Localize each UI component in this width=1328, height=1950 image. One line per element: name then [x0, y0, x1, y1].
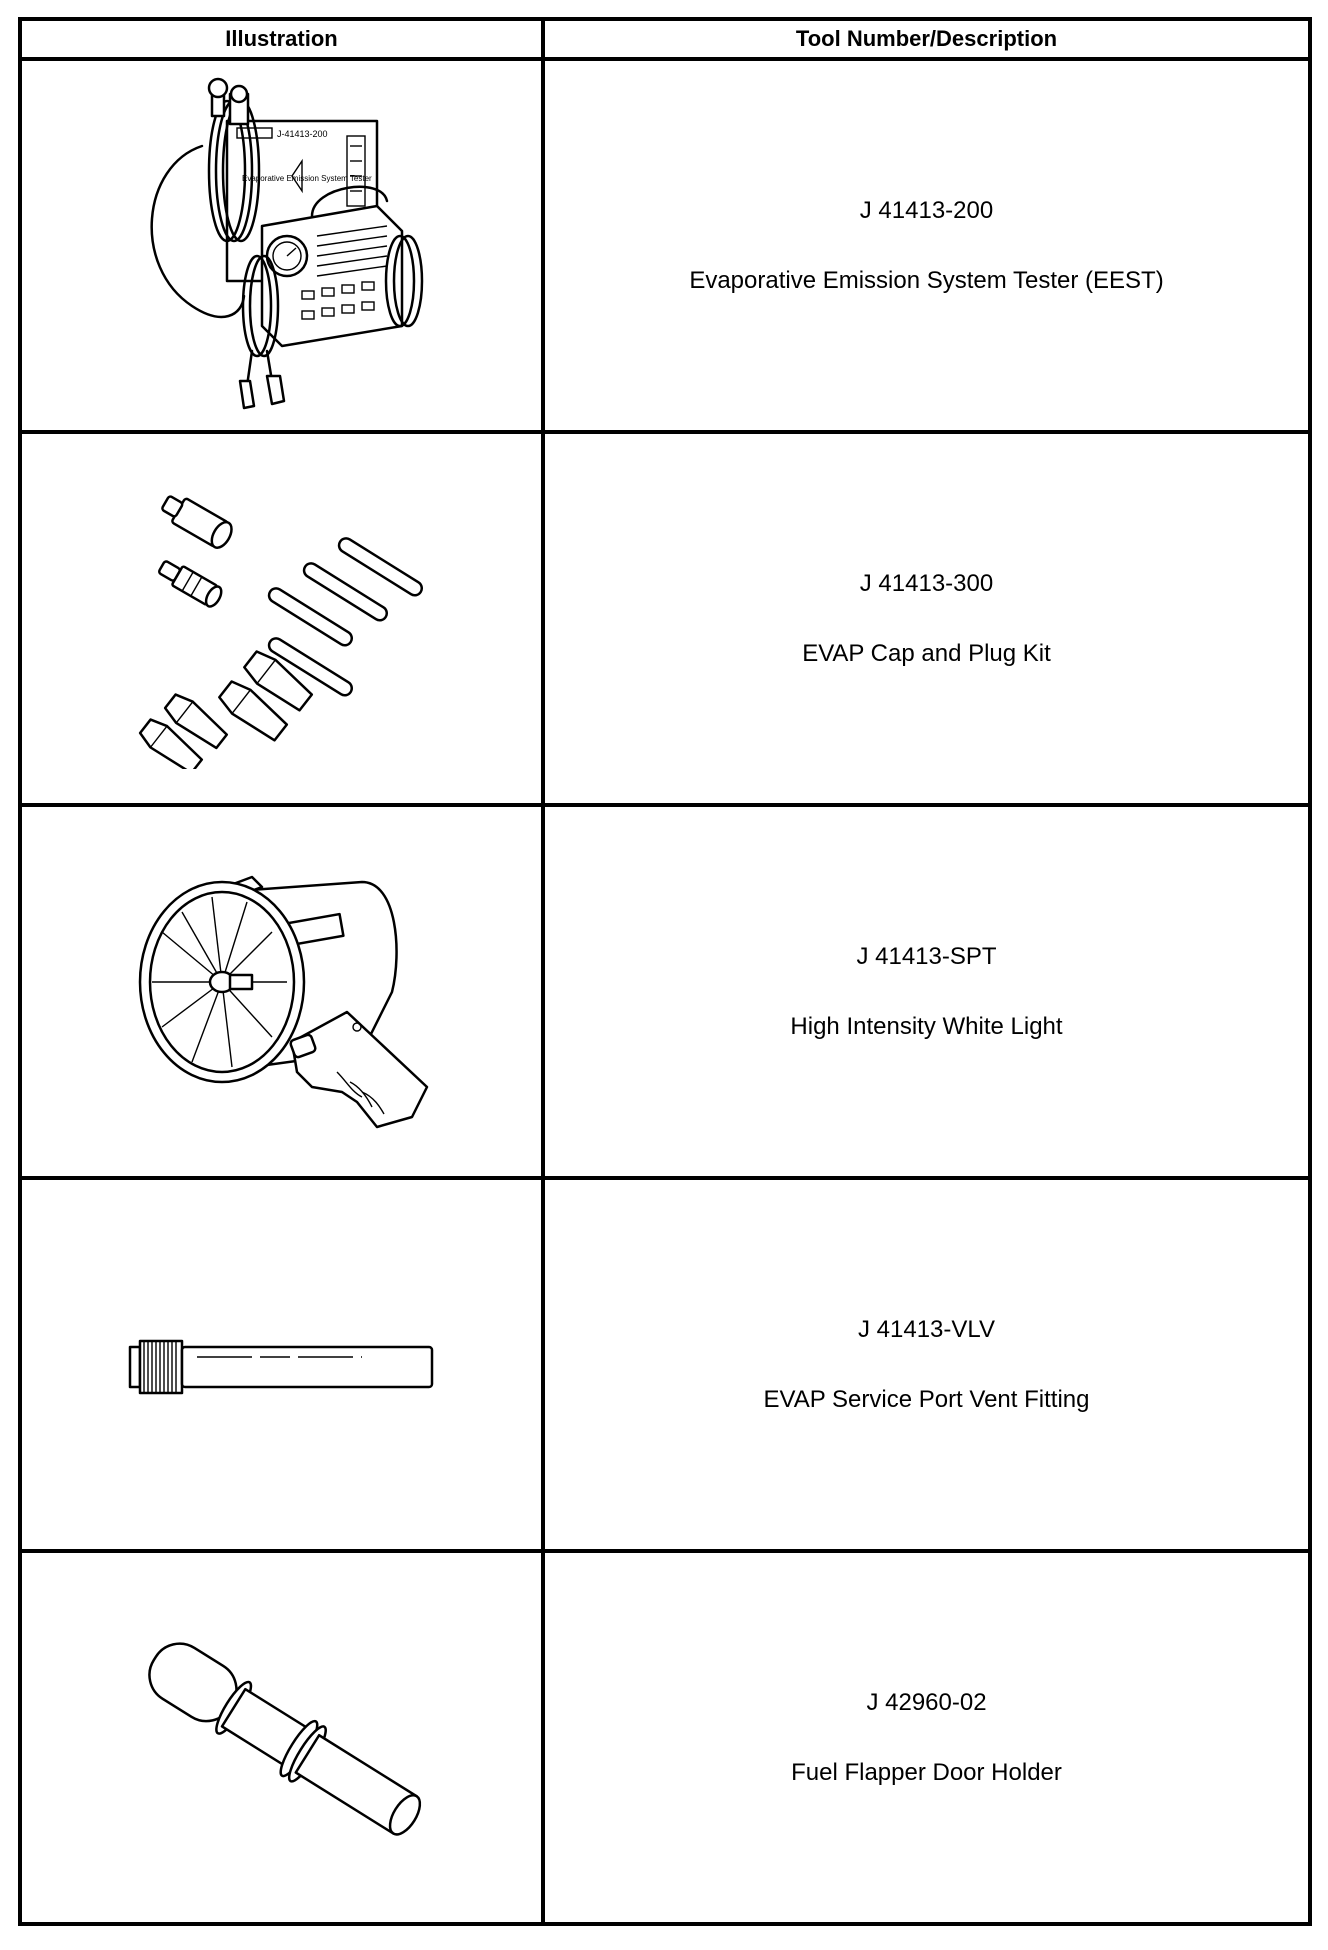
tool-number: J 41413-VLV: [858, 1315, 995, 1343]
table-row: [20, 432, 1310, 805]
tool-number: J 41413-200: [859, 196, 994, 224]
tool-table: [18, 17, 1312, 1926]
spotlight-icon: [122, 842, 442, 1142]
illustration-cell: [20, 1178, 543, 1551]
tool-description: Evaporative Emission System Tester (EEST): [689, 266, 1164, 294]
description-cell: [543, 1551, 1310, 1924]
illustration-cell: [20, 432, 543, 805]
table-row: [20, 59, 1310, 432]
tool-number: J 42960-02: [866, 1688, 987, 1716]
tool-description: EVAP Service Port Vent Fitting: [763, 1385, 1090, 1413]
table-row: [20, 805, 1310, 1178]
table-header-row: [20, 19, 1310, 59]
illustration-cell: [20, 1551, 543, 1924]
description-cell: [543, 432, 1310, 805]
tester-model-text: J-41413-200: [276, 128, 328, 139]
tool-description: Fuel Flapper Door Holder: [791, 1758, 1062, 1786]
tool-description: EVAP Cap and Plug Kit: [802, 639, 1051, 667]
vent-fitting-icon: [122, 1325, 442, 1405]
table-row: [20, 1551, 1310, 1924]
header-illustration: Illustration: [20, 19, 543, 59]
description-cell: [543, 59, 1310, 432]
tool-number: J 41413-SPT: [856, 942, 997, 970]
tool-number: J 41413-300: [859, 569, 994, 597]
flapper-door-holder-icon: [122, 1638, 442, 1838]
evap-tester-icon: [132, 76, 432, 416]
description-cell: [543, 1178, 1310, 1551]
table-row: [20, 1178, 1310, 1551]
header-tool-description: Tool Number/Description: [543, 19, 1310, 59]
description-cell: [543, 805, 1310, 1178]
cap-plug-kit-icon: [132, 469, 432, 769]
illustration-cell: [20, 805, 543, 1178]
tool-description: High Intensity White Light: [790, 1012, 1063, 1040]
illustration-cell: [20, 59, 543, 432]
tester-label-text: Evaporative Emission System Tester: [241, 173, 372, 183]
